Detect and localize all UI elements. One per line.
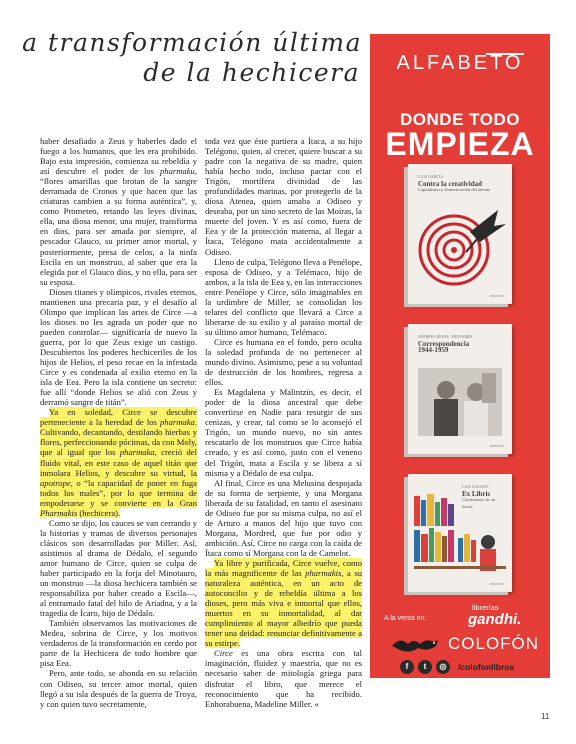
article-paragraph bbox=[40, 407, 197, 518]
book-cover-contra-la-creatividad[interactable] bbox=[408, 164, 512, 304]
article-paragraph bbox=[205, 648, 362, 708]
paragraph-text: Circe bbox=[214, 648, 233, 659]
page-number: 11 bbox=[541, 712, 550, 721]
highlighted-text: . Cultivando, decantando, destilando hierbas y flores, perfeccionando pócimas, da con Moly, que al igual que los bbox=[40, 417, 197, 458]
book1-title: Contra la creatividad bbox=[418, 179, 483, 188]
book3-author: LUIS LOZANO bbox=[462, 484, 489, 489]
book2-author: ADORNO-MANN · BENJAMIN bbox=[418, 334, 473, 339]
ad-brand-text: ALFABETO bbox=[396, 52, 524, 74]
highlighted-text: , a su naturaleza auténtica, en un acto de autoconcilio y de rebeldía última a los dioses, pero más viva e inmortal que ellos, muertos en su inmortalidad, al dar cumplimiento al mayor albedrío que pueda tener una deidad: renunciar definitivamente a su estirpe. bbox=[205, 568, 362, 649]
paragraph-text: pharmaku bbox=[159, 166, 195, 177]
title-line-2: de la hechicera bbox=[143, 58, 360, 87]
paragraph-text: Lleno de culpa, Telégono lleva a Penélope, esposa de Odiseo, y a Telémaco, hijo de ambos, a la isla de Eea y, en las interacciones entre Penélope y Circe, sólo imaginables en la urdimbre de Miller, se consolidan los telares del conflicto que llevará a Circe a liberarse de su exilio y al paraíso mortal de su último amor humano, Telémaco. bbox=[205, 256, 362, 337]
sale-label: A la venta en: bbox=[384, 615, 427, 622]
article-paragraph bbox=[40, 668, 197, 708]
article-column-right bbox=[205, 136, 362, 709]
article-paragraph bbox=[40, 518, 197, 618]
highlighted-text: Ya libre y purificada, Circe vuelve, como la más magnificente de las bbox=[205, 557, 362, 579]
book3-subtitle: Confesiones de un lector bbox=[462, 497, 496, 509]
paragraph-text: Como se dijo, los cauces se van cerrando y la historias y tramas de diversos personajes clásicos son desarrolladas por Miller. Así, asistimos al drama de Dédalo, el segundo amor humano de Circe, quien se culpa de haber participado en la forja del Minotauro, un monstruo —la diosa hechicera también se responsabiliza por haber creado a Escila—, al entramado fatal del hilo de Ariadna, y a la tragedia de Ícaro, hijo de Dédalo. bbox=[40, 517, 197, 619]
instagram-icon[interactable]: ◎ bbox=[436, 660, 450, 674]
colofon-logo[interactable] bbox=[390, 634, 540, 654]
paragraph-text: Es Magdalena y Malintzin, es decir, el poder de la diosa ancestral que debe convertirse en Nadie para resurgir de sus cenizas, y crear, tal como se lo aconsejó el Trigón, un mundo nuevo, no sin antes rescatarlo de los monstruos que Circe había creado, y es así como, justo con el veneno del Trigón, mata a Escila y se libera a sí misma y a Dédalo de esa culpa. bbox=[205, 387, 362, 478]
article-paragraph bbox=[205, 257, 362, 337]
article-paragraph bbox=[205, 558, 362, 648]
highlighted-text: pharmaka bbox=[159, 417, 195, 428]
paragraph-text: haber desafiado a Zeus y haberles dado el fuego a los humanos, que les era prohibido. Bajo esta impresión, comienza su rebeldía y así descubre el poder de los bbox=[40, 136, 197, 177]
book2-publisher: alfabeto bbox=[489, 443, 504, 448]
article-column-left bbox=[40, 136, 197, 709]
ad-headline-2: EMPIEZA bbox=[385, 126, 535, 162]
book1-subtitle: Capitalismo y domesticación del talento bbox=[418, 187, 491, 192]
article-title bbox=[0, 28, 362, 88]
article-paragraph bbox=[40, 618, 197, 668]
highlighted-text: (hechicera). bbox=[77, 507, 121, 518]
store-label-small: librerías bbox=[472, 603, 499, 612]
highlighted-text: Ya en soledad, Circe se descubre perteneciente a la heredad de los bbox=[40, 407, 197, 428]
article-paragraph bbox=[205, 478, 362, 558]
alfabeto-advertisement[interactable] bbox=[370, 34, 550, 678]
paragraph-text: , “flores amarillas que brotan de la sangre derramada de Cronos y que hacen que las criaturas cambien a su forma auténtica”, y, como Prometeo, retando las leyes divinas, ella, una diosa menor, una mujer, transforma en dios, para ser amada por siempre, al pescador Glauco, su primer amor mortal, y posteriormente, presa de celos, a la ninfa Escila en un monstruo, al saber que era la elegida por el Glauco dios, y no ella, para ser su esposa. bbox=[40, 166, 197, 287]
article-paragraph bbox=[40, 287, 197, 408]
twitter-icon[interactable]: t bbox=[418, 660, 432, 674]
ad-headline-1: DONDE TODO bbox=[400, 110, 520, 129]
photo-two-men bbox=[418, 368, 502, 436]
colofon-text: COLOFÓN bbox=[448, 634, 540, 653]
paragraph-text: toda vez que éste partiera a Ítaca, a su hijo Telégono, quien, al crecer, quiere buscar a su padre con la negativa de su madre, quien había hecho todo, incluso pactar con el Trigón, mortífera divinidad de las profundidades marinas, por protegerlo de la diosa Atenea, quien amaba a Odiseo y deseaba, por un sino secreto de las Moiras, la muerte del joven. Y es así como, fuera de Eea y de la protección materna, al llegar a Ítaca, Telégono mata accidentalmente a Odiseo. bbox=[205, 136, 362, 257]
ad-brand-logo bbox=[370, 52, 550, 74]
social-links bbox=[400, 662, 540, 678]
bookshelf-illustration bbox=[408, 474, 512, 592]
facebook-icon[interactable]: f bbox=[400, 660, 414, 674]
highlighted-text: pharmaka bbox=[119, 447, 155, 458]
social-handle: /colofonlibros bbox=[458, 662, 515, 672]
store-name-gandhi[interactable]: gandhi. bbox=[468, 611, 522, 628]
article-paragraph bbox=[205, 337, 362, 387]
article-paragraph bbox=[205, 136, 362, 257]
paragraph-text: Dioses titanes y olímpicos, rivales eternos, mantienen una precaria paz, y el desafío al Olimpo que implican las artes de Circe —a los dioses no les agrada un poder que no pueden controlar— significaría de nuevo la guerra, por lo que Zeus exige un castigo. Descubiertos los poderes hechiceriles de los hijos de Helios, el peso recae en la infestada Circe y es condenada al exilio eterno en la isla de Eea. Pero la isla contiene un secreto: fue allí “donde Helios se alió con Zeus y derramó sangre de titán”. bbox=[40, 286, 197, 408]
dragon-icon bbox=[390, 634, 440, 654]
paragraph-text: Circe es humana en el fondo, pero oculta la soledad profunda de no pertenecer al mundo divino. Asimismo, pese a su voluntad de destrucción de los hombres, regresa a ellos. bbox=[205, 336, 362, 388]
book3-title: Ex Libris bbox=[462, 489, 491, 498]
paragraph-text: También observamos las motivaciones de Medea, sobrina de Circe, y los motivos verdaderos de la transformación en cerdo por parte de la Hechicera de todo hombre que pisa Eea. bbox=[40, 618, 197, 669]
highlighted-text: Pharmakis bbox=[40, 507, 78, 518]
book-cover-correspondencia[interactable] bbox=[408, 324, 512, 454]
paragraph-text: Pero, ante todo, se ahonda en su relación con Odiseo, su tercer amor mortal, quien llegó a su isla después de la guerra de Troya, y con quien tuvo secretamente, bbox=[40, 668, 197, 709]
book-cover-ex-libris[interactable] bbox=[408, 474, 512, 592]
highlighted-text: apotrope bbox=[40, 477, 71, 488]
book2-title: Correspondencia 1944-1959 bbox=[418, 339, 470, 354]
book3-publisher: alfabeto bbox=[489, 581, 504, 586]
book1-author: LUIS GARCÍA bbox=[418, 174, 444, 179]
highlighted-text: , o “la capacidad de poner en fuga todos los males”, por lo que termina de empoderarse y se convierte en la Gran bbox=[40, 477, 197, 508]
spiral-bird-illustration bbox=[408, 202, 512, 292]
highlighted-text: pharmakis bbox=[305, 568, 342, 579]
article-paragraph bbox=[40, 136, 197, 287]
paragraph-text: es una obra escrita con tal imaginación, fluidez y maestría, que no es necesario saber de mitología griega para disfrutar el libro, que merece el reconocimiento que ha recibido. Enhorabuena, Madeline Miller. « bbox=[205, 648, 362, 709]
title-line-1: a transformación última bbox=[22, 28, 362, 57]
paragraph-text: Al final, Circe es una Melusina despojada de su forma de serpiente, y una Morgana liberada de su fatalidad, en tanto el asesinato de Odiseo fue por su misma culpa, no así el de Arturo a manos del hijo que tuvo con Morgana, Mordred, que fue por odio y ambición. Así, Circe no carga con la caída de Ítaca como sí Morgana con la de Camelot. bbox=[205, 477, 362, 558]
book1-publisher: alfabeto bbox=[489, 293, 504, 298]
article-paragraph bbox=[205, 387, 362, 477]
highlighted-text: , creció del fluido vital, en este caso de aquel titán que inmolara Helios, y descubre su virtud, la bbox=[40, 447, 197, 478]
